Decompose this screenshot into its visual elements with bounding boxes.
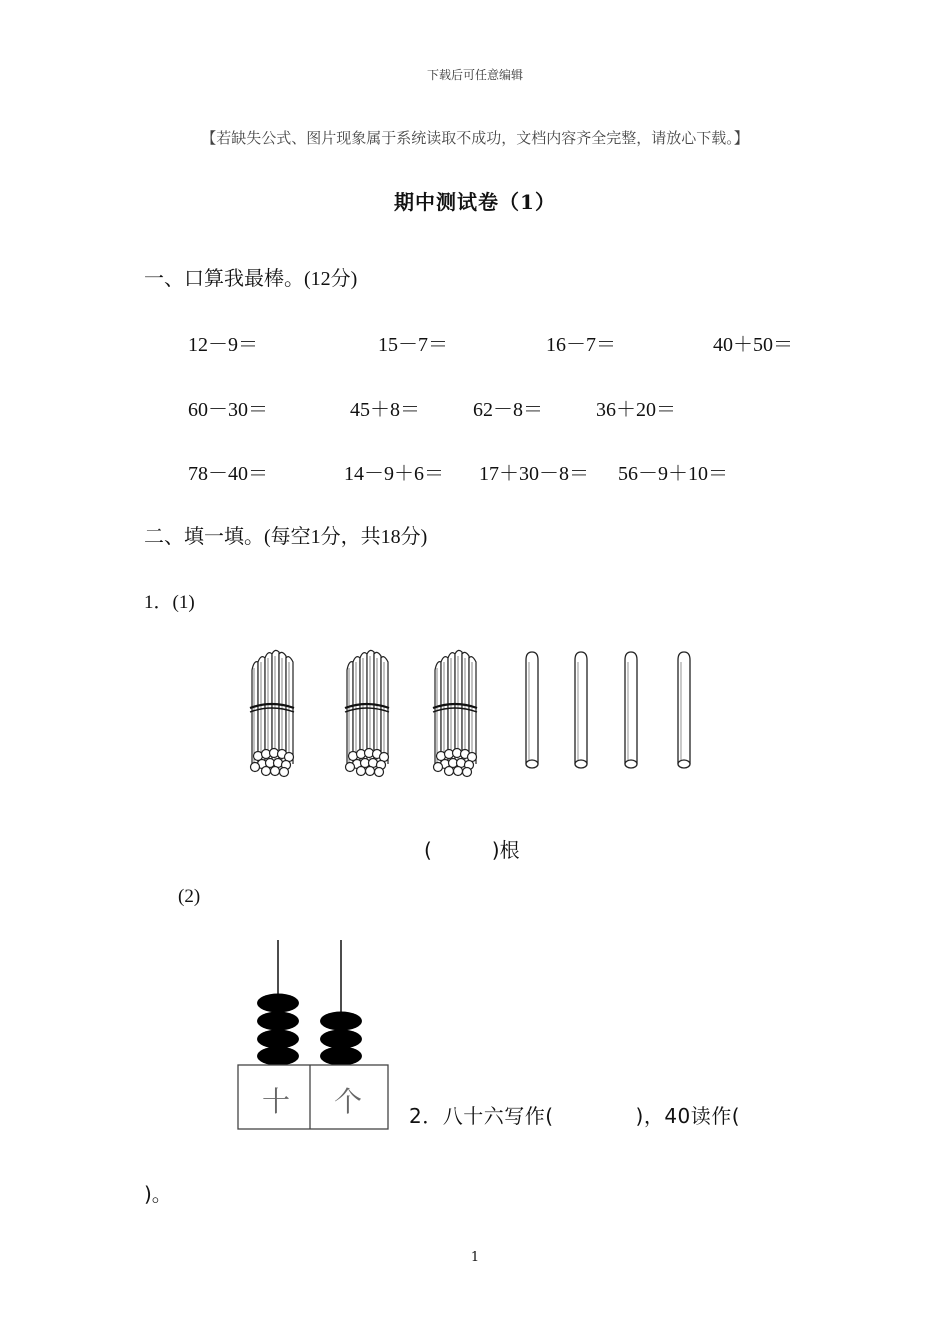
equation: 60－30＝ [188,399,268,421]
page-number: 1 [470,1250,480,1265]
equation: 14－9＋6＝ [344,463,444,485]
counting-sticks-image [240,640,710,780]
section-2-label: 二、填一填。 [144,524,264,548]
equation: 40＋50＝ [713,334,793,356]
section-1-points: (12分) [304,268,358,290]
section-1-heading [144,262,357,291]
question-1-sub-2: (2) [178,886,201,907]
equation: 56－9＋10＝ [618,463,728,485]
equation: 16－7＝ [546,334,616,356]
header-note: 下载后可任意编辑 [426,68,523,82]
answer-blank-sticks: ( )根 [424,838,520,862]
abacus-tens-label: 十 [262,1085,291,1118]
download-notice: 【若缺失公式、图片现象属于系统读取不成功，文档内容齐全完整，请放心下载。】 [201,129,749,147]
equation: 12－9＝ [188,334,258,356]
page-title: 期中测试卷（1） [394,190,556,214]
section-2-points: (每空1分，共18分) [264,526,428,548]
question-2-continuation: )。 [144,1182,172,1206]
equation: 78－40＝ [188,463,268,485]
equation: 45＋8＝ [350,399,420,421]
question-2-text: 2．八十六写作( )，40读作( [409,1104,741,1128]
equation: 36＋20＝ [596,399,676,421]
abacus-image [235,935,393,1135]
question-1-number: 1．(1) [144,592,195,613]
section-1-label: 一、口算我最棒。 [144,266,304,290]
equation: 17＋30－8＝ [479,463,589,485]
equation: 15－7＝ [378,334,448,356]
equation: 62－8＝ [473,399,543,421]
section-2-heading [144,520,427,549]
abacus-ones-label: 个 [334,1085,363,1118]
